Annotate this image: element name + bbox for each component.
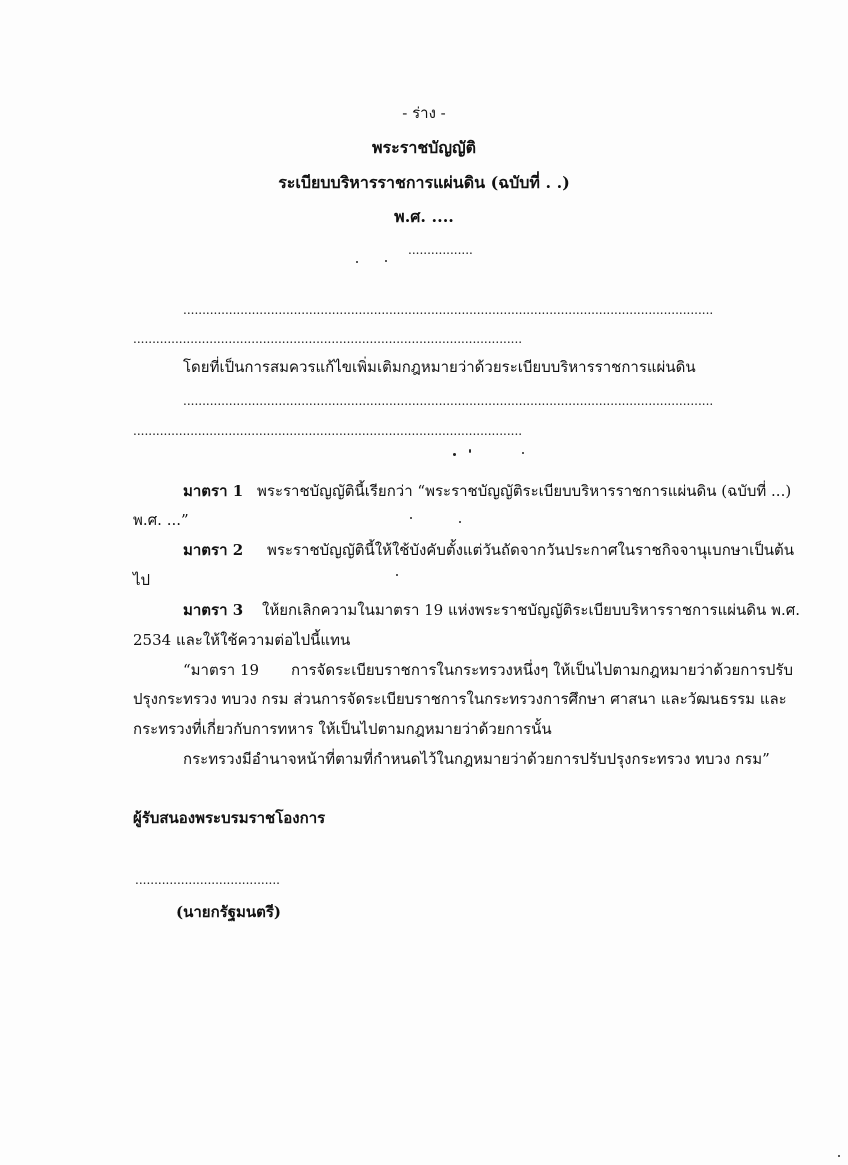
quoted-section-text: การจัดระเบียบราชการในกระทรวงหนึ่งๆ ให้เป็นไปตามกฎหมายว่าด้วยการปรับ <box>291 661 793 679</box>
quoted-section-line-4: กระทรวงมีอำนาจหน้าที่ตามที่กำหนดไว้ในกฎหมายว่าด้วยการปรับปรุงกระทรวง ทบวง กรม” <box>183 750 770 768</box>
section-3-text: ให้ยกเลิกความในมาตรา 19 แห่งพระราชบัญญัติระเบียบบริหารราชการแผ่นดิน พ.ศ. <box>262 601 801 619</box>
scan-speck <box>385 260 387 262</box>
countersign-label: ผู้รับสนองพระบรมราชโองการ <box>133 809 326 827</box>
act-title: พระราชบัญญัติ <box>372 138 476 157</box>
scan-speck <box>838 1155 840 1157</box>
section-2-text: พระราชบัญญัตินี้ให้ใช้บังคับตั้งแต่วันถัดจากวันประกาศในราชกิจจานุเบกษาเป็นต้น <box>267 541 794 559</box>
preamble-reason: โดยที่เป็นการสมควรแก้ไขเพิ่มเติมกฎหมายว่าด้วยระเบียบบริหารราชการแผ่นดิน <box>183 358 696 376</box>
scan-speck <box>522 452 524 454</box>
section-1-text: พระราชบัญญัตินี้เรียกว่า “พระราชบัญญัติระเบียบบริหารราชการแผ่นดิน (ฉบับที่ ...) <box>257 482 792 500</box>
section-2-cont: ไป <box>133 571 151 589</box>
act-subtitle: ระเบียบบริหารราชการแผ่นดิน (ฉบับที่ . .) <box>278 173 570 192</box>
quoted-section-line-2: ปรุงกระทรวง ทบวง กรม ส่วนการจัดระเบียบราชการในกระทรวงการศึกษา ศาสนา และวัฒนธรรม และ <box>133 690 787 708</box>
preamble-dotted-4: ...................................................................................................... <box>133 424 523 438</box>
scan-speck <box>453 453 456 456</box>
section-3-cont: 2534 และให้ใช้ความต่อไปนี้แทน <box>133 631 351 649</box>
quoted-section-label: “มาตรา 19 <box>183 661 260 679</box>
preamble-dotted-1: ........................................................................................................................................... <box>183 303 714 317</box>
header-dotted-line: ................. <box>408 243 473 257</box>
preamble-dotted-2: ...................................................................................................... <box>133 332 523 346</box>
scan-speck <box>356 261 358 263</box>
section-1-label: มาตรา 1 <box>183 482 244 500</box>
quoted-section-line-3: กระทรวงที่เกี่ยวกับการทหาร ให้เป็นไปตามกฎหมายว่าด้วยการนั้น <box>133 720 552 738</box>
draft-label: - ร่าง - <box>402 104 446 122</box>
year-line: พ.ศ. .... <box>394 207 454 226</box>
scan-speck <box>469 449 471 453</box>
section-1-cont: พ.ศ. ...” <box>133 511 189 529</box>
scan-speck <box>459 521 461 523</box>
scan-speck <box>396 574 398 576</box>
signature-dotted-line: ...................................... <box>135 873 280 887</box>
prime-minister-label: (นายกรัฐมนตรี) <box>176 903 282 921</box>
section-3-label: มาตรา 3 <box>183 601 244 619</box>
section-2-label: มาตรา 2 <box>183 541 244 559</box>
scan-speck <box>410 517 412 519</box>
preamble-dotted-3: ........................................................................................................................................... <box>183 394 714 408</box>
